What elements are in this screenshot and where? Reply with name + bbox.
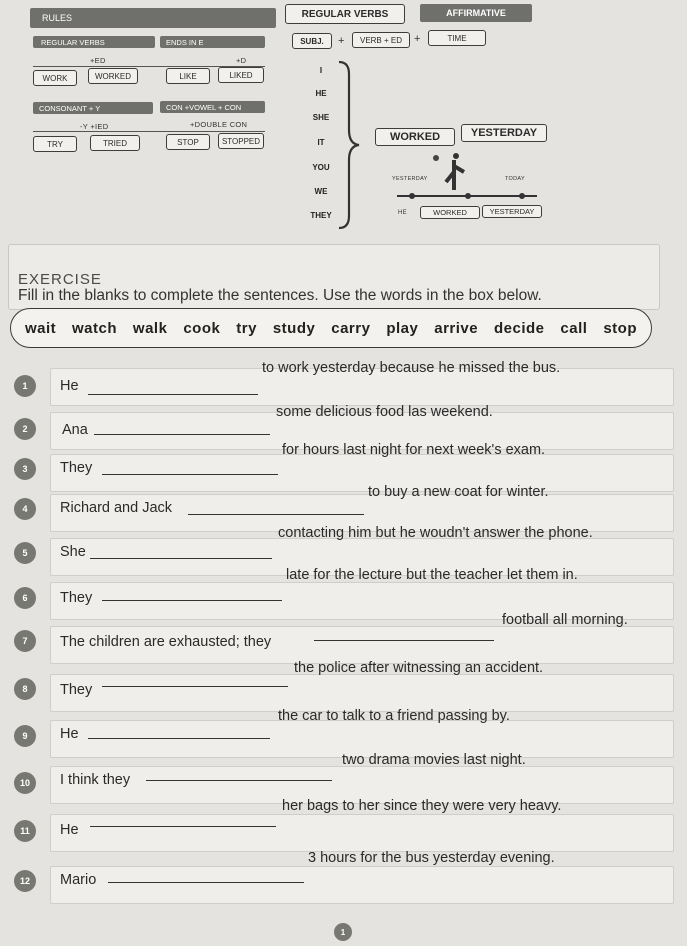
pronoun-he: HE [315, 89, 327, 98]
sentence-subject: They [60, 682, 93, 698]
word-call: call [560, 319, 588, 337]
example-work: WORK [33, 70, 77, 86]
word-stop: stop [603, 319, 638, 337]
answer-blank[interactable] [102, 600, 282, 601]
sentence-subject: The children are exhausted; they [60, 634, 272, 650]
sentence-row [14, 360, 674, 404]
answer-blank[interactable] [108, 882, 304, 883]
timeline-today-label: TODAY [505, 176, 525, 182]
sentence-number: 6 [14, 587, 36, 609]
sentence-number: 12 [14, 870, 36, 892]
formula-verb-ed: VERB + ED [352, 32, 410, 48]
answer-blank[interactable] [88, 738, 270, 739]
consonant-y-rule: CONSONANT + Y [33, 102, 153, 114]
sentence-rest: the police after witnessing an accident. [294, 660, 544, 676]
exercise-title: EXERCISE [18, 271, 102, 288]
answer-blank[interactable] [102, 474, 278, 475]
sentence-row [14, 850, 674, 902]
sentence-number: 10 [14, 772, 36, 794]
sentence-subject: He [60, 378, 79, 394]
word-play: play [386, 319, 419, 337]
timeline-yesterday-label: YESTERDAY [392, 176, 428, 182]
example-yesterday-small: YESTERDAY [482, 205, 542, 218]
sentence-rest: to buy a new coat for winter. [368, 484, 549, 500]
formula-plus: + [414, 33, 421, 45]
answer-blank[interactable] [90, 826, 276, 827]
example-tried: TRIED [90, 135, 140, 151]
sentence-row [14, 660, 674, 710]
sentence-subject: He [60, 822, 79, 838]
example-liked: LIKED [218, 67, 264, 83]
sentence-rest: football all morning. [502, 612, 628, 628]
word-decide: decide [494, 319, 545, 337]
sentence-number: 11 [14, 820, 36, 842]
sentence-number: 4 [14, 498, 36, 520]
word-cook: cook [183, 319, 221, 337]
sentence-rest: for hours last night for next week's exam. [282, 442, 546, 458]
pronoun-we: WE [314, 187, 328, 196]
ed-suffix-label: +ED [90, 56, 106, 65]
y-ied-label: -Y +IED [80, 122, 109, 131]
sentence-subject: Ana [62, 422, 88, 438]
formula-plus: + [338, 35, 345, 47]
exercise-instruction: Fill in the blanks to complete the sentences. Use the words in the box below. [18, 287, 542, 304]
word-study: study [272, 319, 316, 337]
sentence-number: 5 [14, 542, 36, 564]
example-stop: STOP [166, 134, 210, 150]
sentence-number: 7 [14, 630, 36, 652]
example-stopped: STOPPED [218, 133, 264, 149]
sentence-number: 8 [14, 678, 36, 700]
sentence-row [14, 442, 674, 490]
formula-time: TIME [428, 30, 486, 46]
regular-verbs-column-header: REGULAR VERBS [33, 36, 155, 48]
example-worked-large: WORKED [375, 128, 455, 146]
sentence-subject: He [60, 726, 79, 742]
example-he-label: HE [398, 210, 407, 216]
sentence-rest: her bags to her since they were very heavy. [282, 798, 562, 814]
answer-blank[interactable] [90, 558, 272, 559]
pronoun-you: YOU [312, 163, 330, 172]
sentence-rest: two drama movies last night. [342, 752, 526, 768]
rules-title: RULES [30, 8, 276, 28]
sentence-subject: Mario [60, 872, 97, 888]
double-con-label: +DOUBLE CON [190, 120, 248, 129]
sentence-rest: the car to talk to a friend passing by. [278, 708, 510, 724]
cvc-rule: CON +VOWEL + CON [160, 101, 265, 113]
word-carry: carry [331, 319, 371, 337]
word-try: try [236, 319, 257, 337]
example-try: TRY [33, 136, 77, 152]
sentence-rest: to work yesterday because he missed the bus. [262, 360, 561, 376]
answer-blank[interactable] [94, 434, 270, 435]
answer-blank[interactable] [188, 514, 364, 515]
word-wait: wait [24, 319, 57, 337]
word-walk: walk [132, 319, 168, 337]
pronoun-she: SHE [312, 113, 330, 122]
sentence-number: 9 [14, 725, 36, 747]
ends-in-e-column-header: ENDS IN E [160, 36, 265, 48]
regular-verbs-header: REGULAR VERBS [285, 4, 405, 24]
sentence-subject: She [60, 544, 86, 560]
sentence-number: 3 [14, 458, 36, 480]
page-number: 1 [334, 923, 352, 941]
example-worked-small: WORKED [420, 206, 480, 219]
pronoun-i: I [319, 66, 323, 75]
sentence-row [14, 708, 674, 756]
pronoun-they: THEY [310, 211, 332, 220]
answer-blank[interactable] [314, 640, 494, 641]
brace-icon [335, 60, 361, 230]
word-box [10, 308, 652, 348]
answer-blank[interactable] [88, 394, 258, 395]
d-suffix-label: +D [236, 56, 247, 65]
sentence-subject: Richard and Jack [60, 500, 173, 516]
word-arrive: arrive [434, 319, 479, 337]
affirmative-header: AFFIRMATIVE [420, 4, 532, 22]
word-watch: watch [72, 319, 118, 337]
pronoun-it: IT [317, 138, 325, 147]
formula-subject: SUBJ. [292, 33, 332, 49]
sentence-row [14, 612, 674, 662]
answer-blank[interactable] [102, 686, 288, 687]
sentence-rest: 3 hours for the bus yesterday evening. [308, 850, 555, 866]
sentence-rest: late for the lecture but the teacher let them in. [286, 567, 578, 583]
answer-blank[interactable] [146, 780, 332, 781]
sentence-number: 1 [14, 375, 36, 397]
example-worked: WORKED [88, 68, 138, 84]
example-like: LIKE [166, 68, 210, 84]
divider [33, 131, 265, 132]
sentence-subject: They [60, 590, 93, 606]
example-yesterday-large: YESTERDAY [461, 124, 547, 142]
sentence-row [14, 752, 674, 802]
sentence-number: 2 [14, 418, 36, 440]
sentence-subject: They [60, 460, 93, 476]
sentence-subject: I think they [60, 772, 131, 788]
sentence-rest: contacting him but he woudn't answer the phone. [278, 525, 593, 541]
sentence-rest: some delicious food las weekend. [276, 404, 493, 420]
sentence-row [14, 798, 674, 850]
